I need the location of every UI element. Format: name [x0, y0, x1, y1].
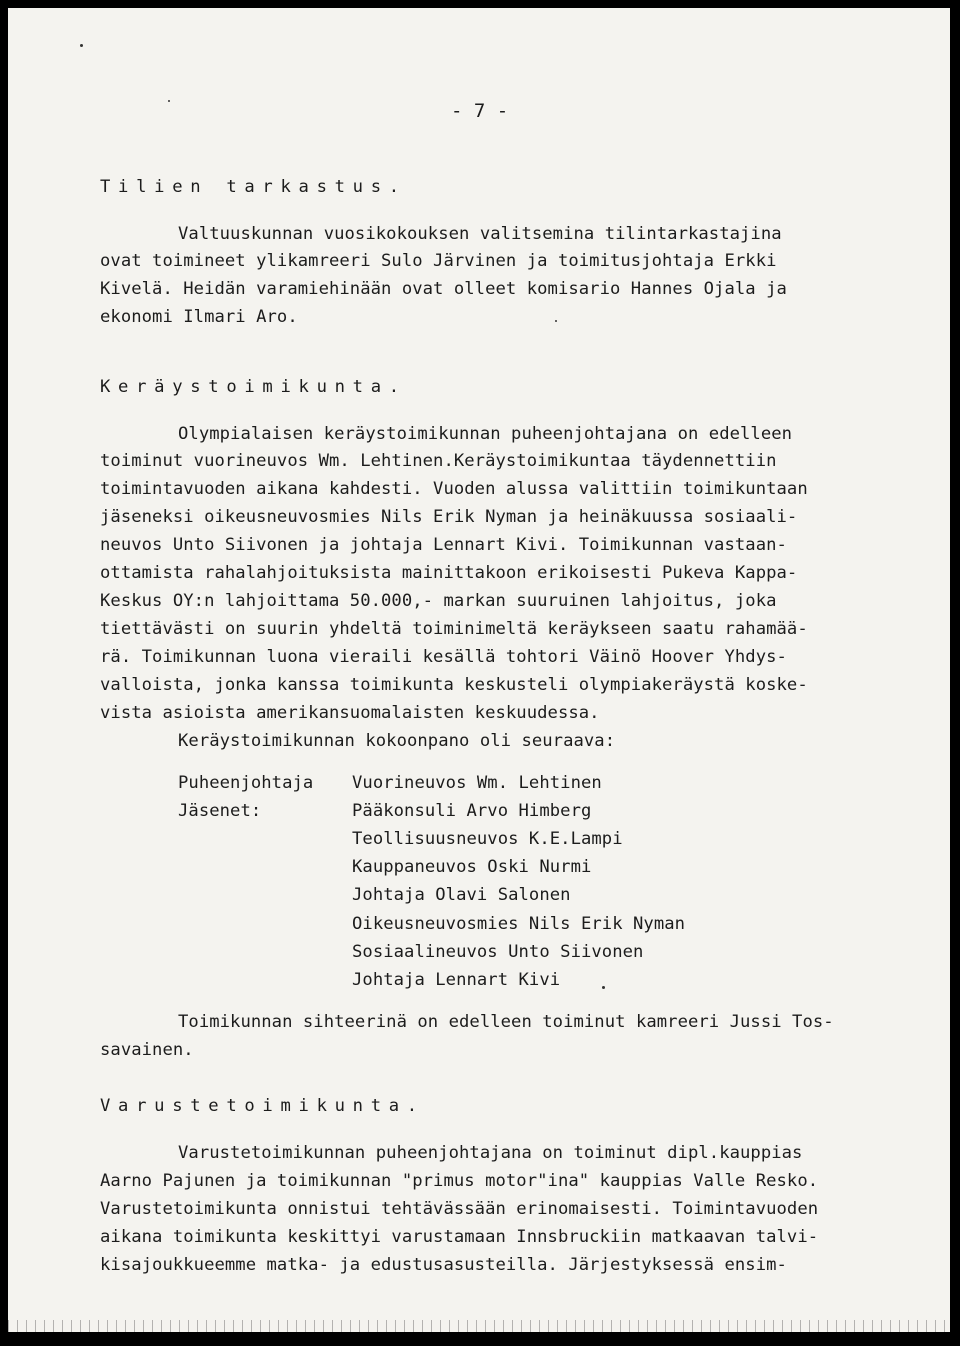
roster-role: Puheenjohtaja — [178, 773, 314, 793]
paragraph-line: kisajoukkueemme matka- ja edustusasusteilla. Järjestyksessä ensim- — [100, 1255, 787, 1275]
roster-role: Jäsenet: — [178, 801, 262, 821]
roster-name: Sosiaalineuvos Unto Siivonen — [352, 942, 644, 962]
scan-speck — [168, 100, 170, 102]
paragraph-line: Kivelä. Heidän varamiehinään ovat olleet komisario Hannes Ojala ja — [100, 279, 787, 299]
paragraph-line: Toimikunnan sihteerinä on edelleen toiminut kamreeri Jussi Tos- — [178, 1012, 834, 1032]
paragraph-line: toiminut vuorineuvos Wm. Lehtinen.Keräystoimikuntaa täydennettiin — [100, 451, 777, 471]
page-number: - 7 - — [451, 100, 509, 122]
paragraph-line: jäseneksi oikeusneuvosmies Nils Erik Nyman ja heinäkuussa sosiaali- — [100, 507, 798, 527]
heading-tilien-tarkastus: Tilien tarkastus. — [100, 177, 407, 197]
paragraph-line: ottamista rahalahjoituksista mainittakoon erikoisesti Pukeva Kappa- — [100, 563, 798, 583]
scan-edge-marks — [8, 1320, 950, 1332]
heading-keraystoimikunta: Keräystoimikunta. — [100, 377, 407, 397]
paragraph-line: Keskus OY:n lahjoittama 50.000,- markan suuruinen lahjoitus, joka — [100, 591, 777, 611]
roster-name: Johtaja Lennart Kivi — [352, 970, 561, 990]
paragraph-line: vista asioista amerikansuomalaisten keskuudessa. — [100, 703, 600, 723]
roster-name: Oikeusneuvosmies Nils Erik Nyman — [352, 914, 686, 934]
scan-speck — [80, 44, 83, 47]
paragraph-line: savainen. — [100, 1040, 194, 1060]
paragraph-line: Varustetoimikunnan puheenjohtajana on toiminut dipl.kauppias — [178, 1143, 803, 1163]
roster-name: Kauppaneuvos Oski Nurmi — [352, 857, 592, 877]
paragraph-line: ovat toimineet ylikamreeri Sulo Järvinen ja toimitusjohtaja Erkki — [100, 251, 777, 271]
paragraph-line: Varustetoimikunta onnistui tehtävässään erinomaisesti. Toimintavuoden — [100, 1199, 819, 1219]
roster-name: Teollisuusneuvos K.E.Lampi — [352, 829, 623, 849]
composition-intro: Keräystoimikunnan kokoonpano oli seuraava: — [178, 731, 616, 751]
scan-speck — [602, 986, 605, 989]
paragraph-line: Aarno Pajunen ja toimikunnan "primus motor"ina" kauppias Valle Resko. — [100, 1171, 819, 1191]
roster-name: Johtaja Olavi Salonen — [352, 885, 571, 905]
scan-speck — [555, 320, 557, 322]
paragraph-line: toimintavuoden aikana kahdesti. Vuoden alussa valittiin toimikuntaan — [100, 479, 808, 499]
paragraph-line: aikana toimikunta keskittyi varustamaan Innsbruckiin matkaavan talvi- — [100, 1227, 819, 1247]
roster-name: Vuorineuvos Wm. Lehtinen — [352, 773, 602, 793]
paragraph-line: Olympialaisen keräystoimikunnan puheenjohtajana on edelleen — [178, 424, 793, 444]
paragraph-line: Valtuuskunnan vuosikokouksen valitsemina tilintarkastajina — [178, 224, 782, 244]
paragraph-line: valloista, jonka kanssa toimikunta keskusteli olympiakeräystä koske- — [100, 675, 808, 695]
heading-varustetoimikunta: Varustetoimikunta. — [100, 1096, 425, 1116]
document-page — [8, 8, 950, 1332]
paragraph-line: tiettävästi on suurin yhdeltä toiminimeltä keräykseen saatu rahamää- — [100, 619, 808, 639]
roster-name: Pääkonsuli Arvo Himberg — [352, 801, 592, 821]
paragraph-line: rä. Toimikunnan luona vieraili kesällä tohtori Väinö Hoover Yhdys- — [100, 647, 787, 667]
paragraph-line: neuvos Unto Siivonen ja johtaja Lennart Kivi. Toimikunnan vastaan- — [100, 535, 787, 555]
paragraph-line: ekonomi Ilmari Aro. — [100, 307, 298, 327]
